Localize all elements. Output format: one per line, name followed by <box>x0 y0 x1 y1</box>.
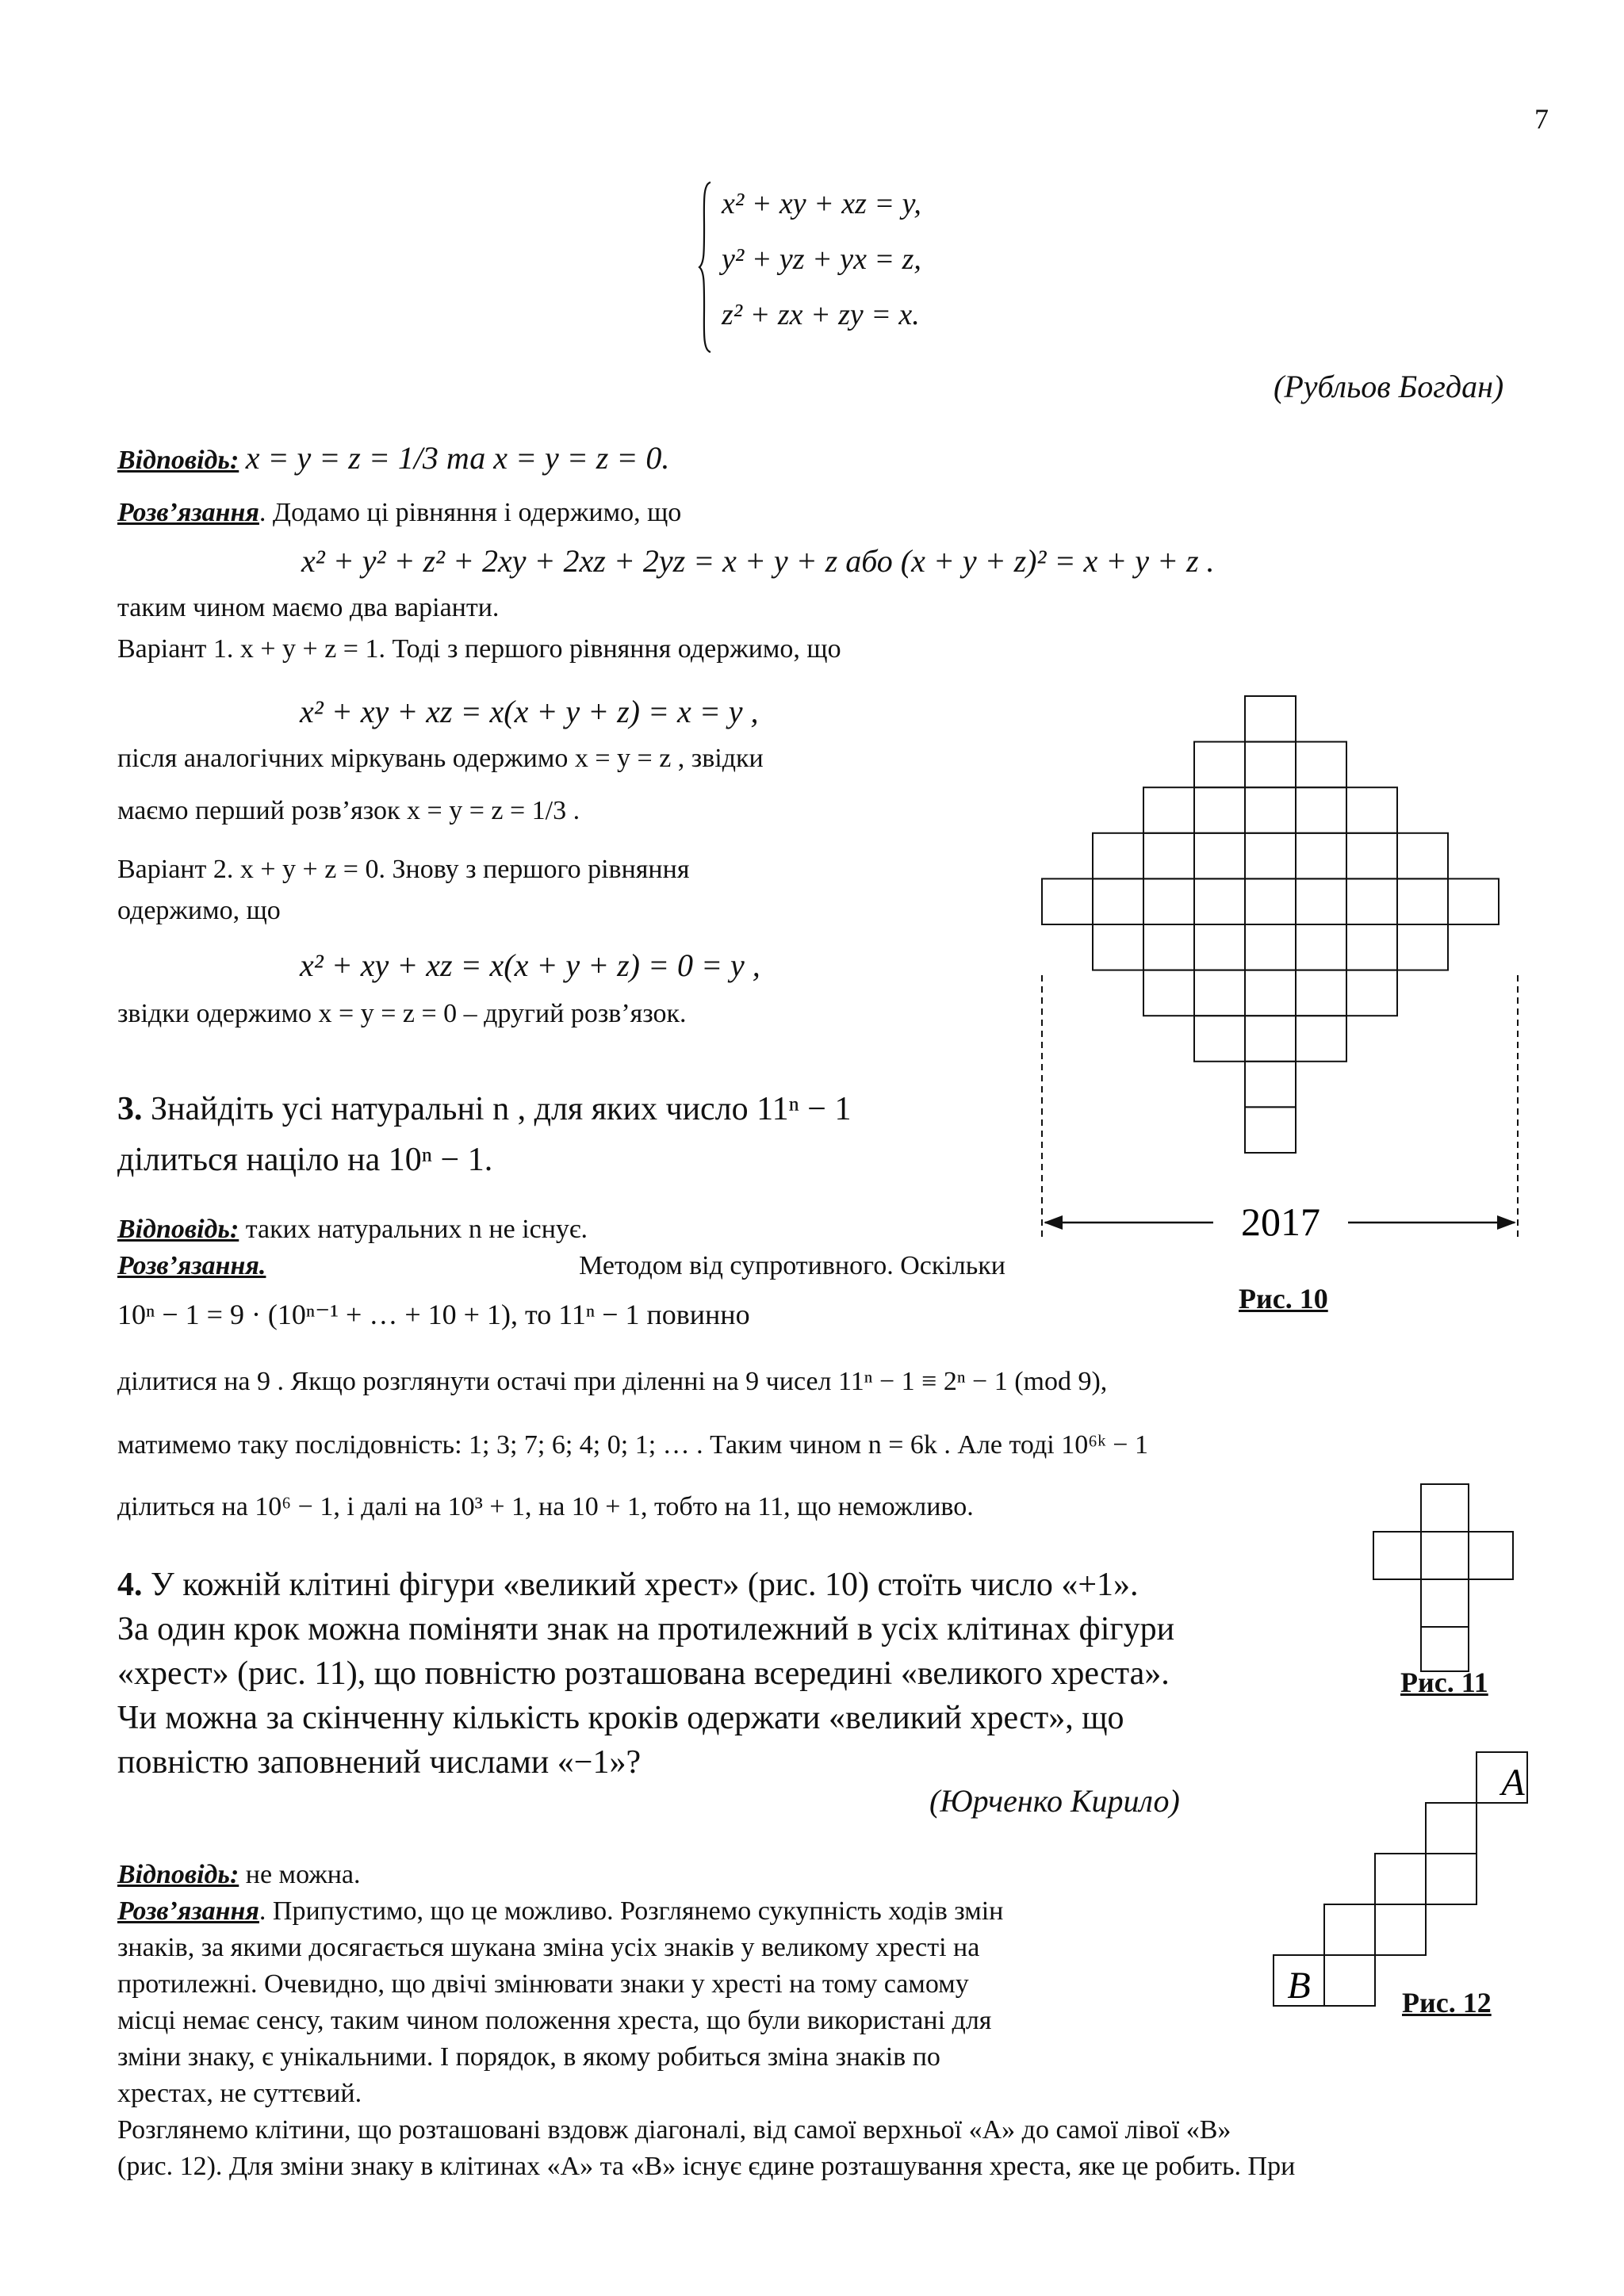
answer-text: не можна. <box>239 1860 361 1889</box>
big-cross-cell <box>1194 970 1245 1016</box>
big-cross-cell <box>1143 833 1194 879</box>
answer-label: Відповідь: <box>117 1215 239 1244</box>
left-brace-icon <box>698 181 712 354</box>
solution-text-1: . Припустимо, що це можливо. Розглянемо сукупність ходів змін <box>259 1896 1004 1926</box>
solution-text-1: Методом від супротивного. Оскільки <box>579 1251 1005 1280</box>
big-cross-cell <box>1194 924 1245 970</box>
big-cross-cell <box>1245 833 1296 879</box>
problem-4-solution-line-6: хрестах, не суттєвий. <box>117 2079 362 2108</box>
variant-1-intro: Варіант 1. x + y + z = 1. Тоді з першого рівняння одержимо, що <box>117 634 841 664</box>
big-cross-cell <box>1346 833 1397 879</box>
system-equation-3: z² + zx + zy = x. <box>722 298 920 331</box>
big-cross-cell <box>1397 924 1448 970</box>
problem-2-answer <box>117 436 669 480</box>
big-cross-cell <box>1093 878 1143 924</box>
big-cross-cell <box>1245 742 1296 788</box>
problem-3-solution-line-3: ділитися на 9 . Якщо розглянути остачі при діленні на 9 чисел 11ⁿ − 1 ≡ 2ⁿ − 1 (mod 9), <box>117 1367 1108 1396</box>
big-cross-cell <box>1143 878 1194 924</box>
big-cross-cell <box>1143 970 1194 1016</box>
big-cross-cell <box>1397 833 1448 879</box>
big-cross-cell <box>1296 970 1346 1016</box>
fig10-left-arrow-icon <box>1044 1215 1063 1230</box>
figure-10-big-cross <box>1031 690 1538 1253</box>
problem-3-text-1: Знайдіть усі натуральні n , для яких число 11ⁿ − 1 <box>142 1091 852 1127</box>
problem-4-statement-line-2: За один крок можна поміняти знак на протилежний в усіх клітинах фігури <box>117 1611 1175 1647</box>
problem-2-author: (Рубльов Богдан) <box>1274 369 1504 404</box>
system-equation-1: x² + xy + xz = y, <box>722 187 921 220</box>
fig12-label-b: B <box>1287 1965 1311 2007</box>
answer-text: таких натуральних n не існує. <box>239 1215 588 1244</box>
problem-3-statement-line-2: ділиться націло на 10ⁿ − 1. <box>117 1142 493 1178</box>
problem-4-text-1: У кожній клітині фігури «великий хрест» (рис. 10) стоїть число «+1». <box>142 1567 1139 1603</box>
system-equation-2: y² + yz + yx = z, <box>722 243 921 276</box>
fig12-label-a: A <box>1501 1762 1525 1804</box>
big-cross-cell <box>1346 924 1397 970</box>
fig10-right-arrow-icon <box>1497 1215 1516 1230</box>
figure-11-caption: Рис. 11 <box>1400 1667 1488 1698</box>
figure-11-cross <box>1372 1483 1515 1673</box>
variant-2-text: одержимо, що <box>117 896 281 925</box>
big-cross-cell <box>1346 787 1397 833</box>
problem-3-solution-line-4: матимемо таку послідовність: 1; 3; 7; 6; 4; 0; 1; … . Таким чином n = 6k . Але тоді 10⁶ᵏ − 1 <box>117 1430 1148 1460</box>
problem-4-number: 4. <box>117 1567 143 1603</box>
problem-4-solution-line-1 <box>117 1893 1003 1931</box>
answer-label: Відповідь: <box>117 1860 239 1889</box>
big-cross-cell <box>1245 696 1296 742</box>
big-cross-cell <box>1042 878 1093 924</box>
fig10-width-label: 2017 <box>1241 1200 1320 1244</box>
two-variants-text: таким чином маємо два варіанти. <box>117 593 500 622</box>
figure-10-caption: Рис. 10 <box>1239 1283 1328 1314</box>
problem-3-solution-line-1 <box>117 1248 1005 1285</box>
big-cross-cell <box>1245 1016 1296 1062</box>
problem-4-statement-line-5: повністю заповнений числами «−1»? <box>117 1744 642 1781</box>
big-cross-cell <box>1245 924 1296 970</box>
big-cross-cell <box>1296 787 1346 833</box>
big-cross-cell <box>1245 878 1296 924</box>
big-cross-cell <box>1143 924 1194 970</box>
problem-4-solution-line-3: протилежні. Очевидно, що двічі змінювати знаки у хресті на тому самому <box>117 1969 969 1999</box>
problem-4-answer <box>117 1857 361 1894</box>
problem-3-number: 3. <box>117 1091 143 1127</box>
big-cross-cell <box>1296 1016 1346 1062</box>
problem-3-statement-line-1 <box>117 1085 852 1134</box>
big-cross-cell <box>1093 924 1143 970</box>
big-cross-cell <box>1397 878 1448 924</box>
problem-4-statement-line-4: Чи можна за скінченну кількість кроків одержати «великий хрест», що <box>117 1700 1124 1736</box>
answer-text: x = y = z = 1/3 та x = y = z = 0. <box>245 440 670 476</box>
solution-label: Розв’язання <box>117 1896 259 1926</box>
variant-2-conclusion: звідки одержимо x = y = z = 0 – другий розв’язок. <box>117 999 687 1028</box>
big-cross-cell <box>1346 878 1397 924</box>
big-cross-cell <box>1194 833 1245 879</box>
big-cross-cell <box>1245 1107 1296 1153</box>
big-cross-cell <box>1194 1016 1245 1062</box>
big-cross-cell <box>1245 787 1296 833</box>
big-cross-cell <box>1093 833 1143 879</box>
variant-2-intro: Варіант 2. x + y + z = 0. Знову з першого рівняння <box>117 855 690 884</box>
problem-4-solution-line-8: (рис. 12). Для зміни знаку в клітинах «А» та «В» існує єдине розташування хреста, яке це робить. При <box>117 2152 1296 2181</box>
variant-1-text-2: маємо перший розв’язок x = y = z = 1/3 . <box>117 796 580 825</box>
big-cross-cell <box>1448 878 1499 924</box>
solution-label: Розв’язання. <box>117 1251 266 1280</box>
big-cross-cell <box>1194 742 1245 788</box>
big-cross-cell <box>1194 787 1245 833</box>
solution-intro-text: . Додамо ці рівняння і одержимо, що <box>259 498 682 527</box>
problem-4-solution-line-5: зміни знаку, є унікальними. І порядок, в якому робиться зміна знаків по <box>117 2042 940 2072</box>
problem-4-solution-line-4: місці немає сенсу, таким чином положення хреста, що були використані для <box>117 2006 992 2035</box>
big-cross-cell <box>1346 970 1397 1016</box>
figure-12-caption: Рис. 12 <box>1402 1987 1492 2019</box>
problem-4-solution-line-7: Розглянемо клітини, що розташовані вздовж діагоналі, від самої верхньої «А» до самої лівої «В» <box>117 2115 1231 2145</box>
sum-equation: x² + y² + z² + 2xy + 2xz + 2yz = x + y + z або (x + y + z)² = x + y + z . <box>301 543 1215 579</box>
problem-4-statement-line-3: «хрест» (рис. 11), що повністю розташована всередині «великого хреста». <box>117 1655 1170 1692</box>
big-cross-cell <box>1143 787 1194 833</box>
problem-3-solution-line-5: ділиться на 10⁶ − 1, і далі на 10³ + 1, на 10 + 1, тобто на 11, що неможливо. <box>117 1492 974 1521</box>
solution-label: Розв’язання <box>117 498 259 527</box>
big-cross-cell <box>1296 742 1346 788</box>
big-cross-cell <box>1296 833 1346 879</box>
big-cross-cell <box>1194 878 1245 924</box>
variant-1-equation: x² + xy + xz = x(x + y + z) = x = y , <box>300 694 759 729</box>
big-cross-cell <box>1296 924 1346 970</box>
problem-3-solution-line-2: 10ⁿ − 1 = 9 · (10ⁿ⁻¹ + … + 10 + 1), то 11ⁿ − 1 повинно <box>117 1299 750 1330</box>
big-cross-cell <box>1245 1062 1296 1108</box>
variant-1-text-1: після аналогічних міркувань одержимо x = y = z , звідки <box>117 744 764 773</box>
big-cross-cell <box>1296 878 1346 924</box>
problem-4-statement-line-1 <box>117 1560 1139 1609</box>
answer-label: Відповідь: <box>117 446 239 475</box>
problem-3-answer <box>117 1211 588 1249</box>
problem-2-solution-intro <box>117 495 681 532</box>
variant-2-equation: x² + xy + xz = x(x + y + z) = 0 = y , <box>300 947 760 983</box>
problem-4-solution-line-2: знаків, за якими досягається шукана зміна усіх знаків у великому хресті на <box>117 1933 980 1962</box>
big-cross-cell <box>1245 970 1296 1016</box>
page-number: 7 <box>1534 103 1549 135</box>
problem-4-author: (Юрченко Кирило) <box>929 1783 1180 1819</box>
